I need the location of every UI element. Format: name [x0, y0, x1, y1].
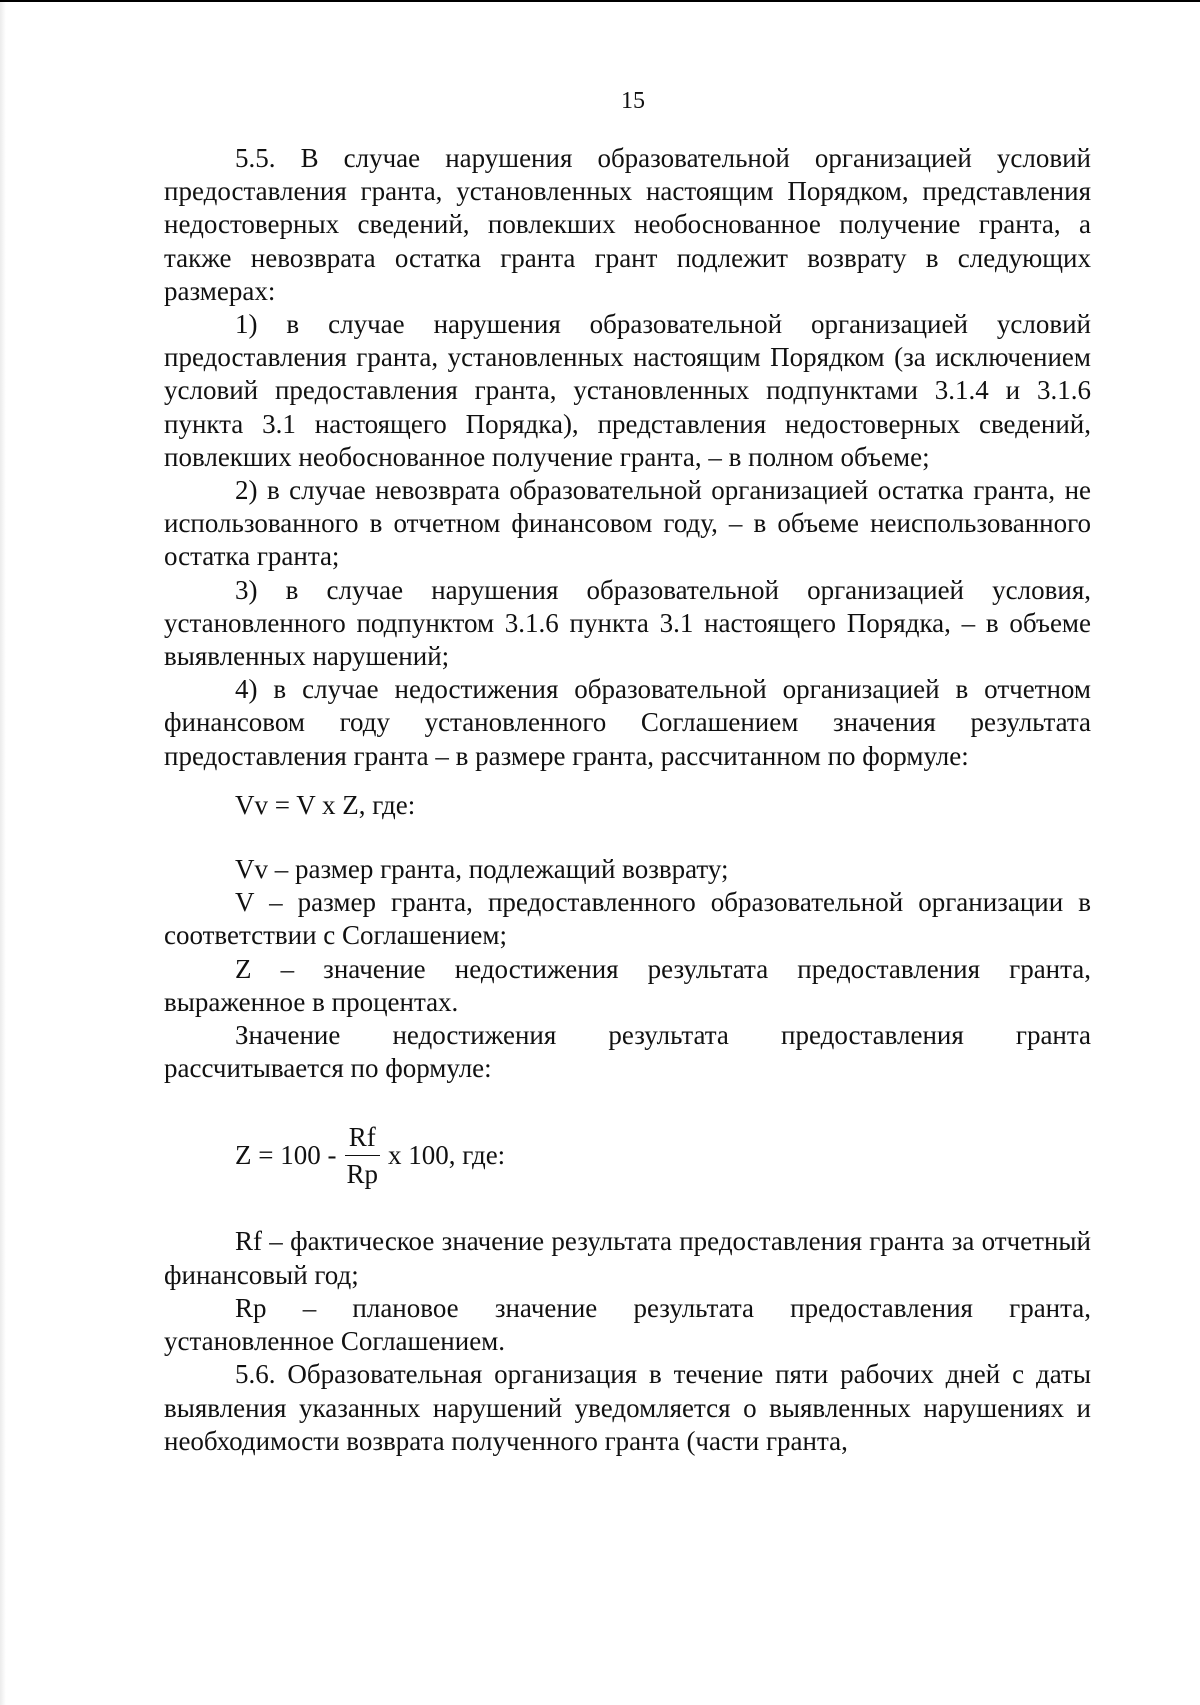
z-formula-intro: Значение недостижения результата предоставления гранта рассчитывается по формуле: — [164, 1020, 1091, 1084]
document-body — [164, 142, 1091, 1458]
formula-z-prefix: Z = 100 - — [235, 1139, 337, 1170]
paragraph-5-6: 5.6. Образовательная организация в течение пяти рабочих дней с даты выявления указанных нарушений уведомляется о выявленных нарушениях и необходимости возврата полученного гранта (части гранта, — [164, 1359, 1091, 1456]
definition-rp: Rp – плановое значение результата предоставления гранта, установленное Соглашением. — [164, 1292, 1091, 1357]
list-item-2: 2) в случае невозврата образовательной организацией остатка гранта, не использованного в отчетном финансовом году, – в объеме неиспользованного остатка гранта; — [164, 475, 1091, 572]
page-number: 15 — [621, 88, 645, 114]
fraction — [342, 1121, 382, 1190]
definition-rf: Rf – фактическое значение результата предоставления гранта за отчетный финансовый год; — [164, 1226, 1091, 1290]
definition-z: Z – значение недостижения результата предоставления гранта, выраженное в процентах. — [164, 953, 1091, 1017]
paragraph-5-5: 5.5. В случае нарушения образовательной организацией условий предоставления гранта, установленных настоящим Порядком, представления недостоверных сведений, повлекших необоснованное получение гранта, а также невозврата остатка гранта грант подлежит возврату в следующих размерах: — [164, 143, 1091, 306]
scan-left-shadow — [0, 0, 6, 1705]
list-item-1: 1) в случае нарушения образовательной организацией условий предоставления гранта, установленных настоящим Порядком (за исключением условий предоставления гранта, установленных подпунктами 3.1.4 и 3.1.6 пункта 3.1 настоящего Порядка), представления недостоверных сведений, повлекших необоснованное получение гранта, – в полном объеме; — [164, 309, 1091, 472]
definition-vv: Vv – размер гранта, подлежащий возврату; — [235, 854, 729, 885]
formula-z — [164, 1116, 1091, 1194]
formula-vv — [164, 789, 1091, 822]
scan-top-edge — [0, 0, 1200, 2]
fraction-denominator: Rp — [346, 1158, 378, 1189]
definition-v: V – размер гранта, предоставленного образовательной организации в соответствии с Соглашением; — [164, 887, 1091, 951]
list-item-3: 3) в случае нарушения образовательной организацией условия, установленного подпунктом 3.1.6 пункта 3.1 настоящего Порядка, – в объеме выявленных нарушений; — [164, 574, 1091, 672]
fraction-numerator: Rf — [345, 1121, 380, 1156]
formula-z-suffix: x 100, где: — [387, 1139, 506, 1170]
formula-vv-text: Vv = V x Z, где: — [235, 789, 416, 820]
list-item-4: 4) в случае недостижения образовательной организацией в отчетном финансовом году установленного Соглашением значения результата предоставления гранта – в размере гранта, рассчитанном по формуле: — [164, 674, 1091, 771]
